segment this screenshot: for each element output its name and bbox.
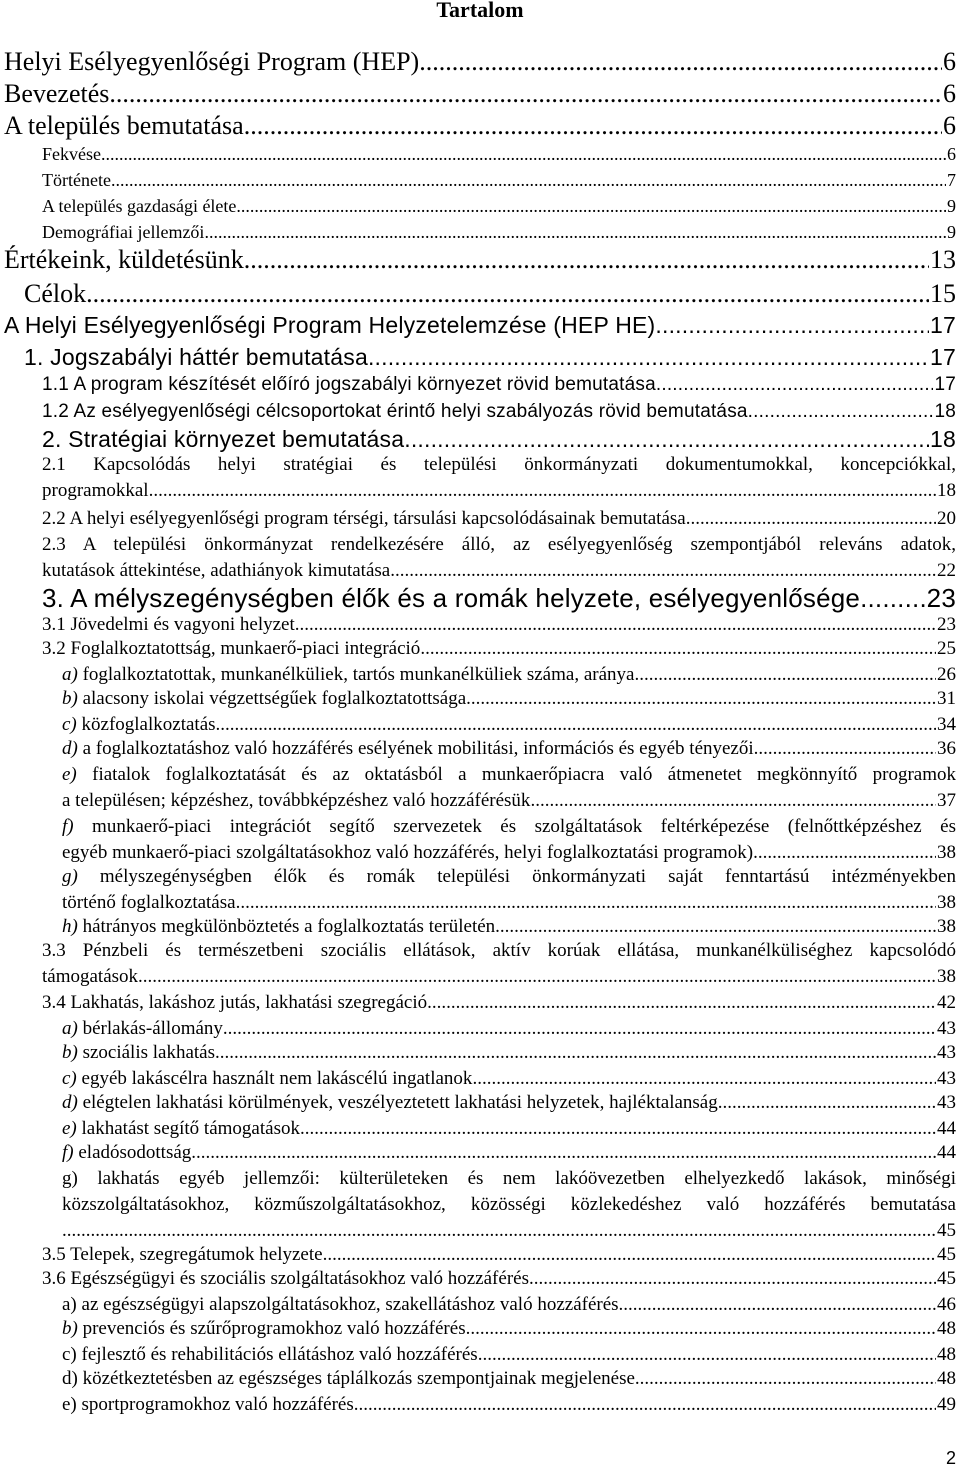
toc-entry-text-line: g) mélyszegénységben élők és romák települési önkormányzati saját fenntartású intézményekben [62,866,956,887]
toc-entry-text-line: g) lakhatás egyéb jellemzői: külterületeken és nem lakóövezetben elhelyezkedő lakások, minőségi [62,1168,956,1189]
dot-leader [149,478,936,504]
toc-entry[interactable] [62,1016,956,1042]
dot-leader [427,990,936,1016]
toc-entry-text-line: 3.3 Pénzbeli és természetbeni szociális ellátások, aktív korúak ellátása, munkanélküliséghez kapcsolódó [42,940,956,961]
toc-entry-text-line: e) fiatalok foglalkoztatását és az oktatásból a munkaerőpiacra való átmenetet megkönnyítő programok [62,764,956,785]
toc-entry-page: 45 [937,1268,956,1289]
dot-leader [860,584,926,612]
dot-leader [216,712,936,738]
toc-entry-page: 7 [947,170,956,190]
dot-leader [718,1090,936,1116]
dot-leader [686,506,936,532]
toc-entry-page: 36 [937,738,956,759]
toc-entry-letter: a) [62,1018,78,1039]
toc-entry-letter: g) [62,866,78,887]
toc-entry-text: A település gazdasági élete [42,196,237,216]
toc-entry[interactable] [42,1242,956,1268]
toc-entry-page: 22 [937,560,956,581]
toc-entry-page: 46 [937,1294,956,1315]
page-number: 2 [945,1448,956,1468]
toc-entry-page: 17 [934,374,956,395]
dot-leader [109,80,942,108]
toc-entry-text: 1.1 A program készítését előíró jogszabályi környezet rövid bemutatása [42,374,656,395]
toc-entry-page: 17 [930,344,956,370]
toc-entry-page: 20 [937,508,956,529]
dot-leader [495,914,936,940]
toc-entry-text: a) foglalkoztatottak, munkanélküliek, tartós munkanélküliek száma, aránya [62,664,635,685]
toc-entry[interactable] [42,612,956,638]
toc-entry[interactable] [42,636,956,662]
toc-entry-page: 43 [937,1068,956,1089]
toc-entry[interactable] [62,1140,956,1166]
dot-leader [619,1292,936,1318]
dot-leader [300,1116,936,1142]
toc-entry-text: Célok [24,279,87,308]
toc-entry-page: 17 [930,312,956,338]
toc-entry-letter: d) [62,738,78,759]
toc-entry[interactable] [62,864,956,916]
toc-entry-page: 13 [930,245,956,274]
toc-entry-text: 1. Jogszabályi háttér bemutatása [24,344,368,370]
dot-leader [420,636,936,662]
dot-leader [244,246,929,274]
toc-entry-page: 44 [937,1118,956,1139]
toc-entry-text: programokkal [42,480,149,501]
toc-entry[interactable] [62,1316,956,1342]
toc-entry-text: e) sportprogramokhoz való hozzáférés [62,1394,354,1415]
toc-entry-text: a településen; képzéshez, továbbképzéshez való hozzáférésük [62,790,531,811]
toc-entry-text: c) egyéb lakáscélra használt nem lakáscélú ingatlanok [62,1068,473,1089]
toc-entry-text: d) a foglalkoztatáshoz való hozzáférés esélyének mobilitási, információs és egyéb tényezői [62,738,754,759]
toc-entry-letter: h) [62,916,78,937]
toc-entry-page: 48 [937,1368,956,1389]
toc-entry[interactable] [42,990,956,1016]
page-title: Tartalom [436,0,524,22]
toc-entry-page: 6 [943,111,956,140]
dot-leader [236,890,936,916]
dot-leader [656,372,934,398]
dot-leader [62,1218,936,1244]
toc-entry[interactable] [42,1266,956,1292]
toc-entry[interactable] [62,1090,956,1116]
toc-entry-text: 3.1 Jövedelmi és vagyoni helyzet [42,614,295,635]
toc-entry-page: 43 [937,1042,956,1063]
toc-entry-text: 3.6 Egészségügyi és szociális szolgáltatásokhoz való hozzáférés [42,1268,529,1289]
toc-entry[interactable] [62,1292,956,1318]
dot-leader [529,1266,936,1292]
dot-leader [466,686,936,712]
toc-entry-page: 49 [937,1394,956,1415]
toc-entry-letter: f) [62,1142,74,1163]
toc-entry-page: 38 [937,966,956,987]
toc-entry[interactable] [62,1040,956,1066]
toc-entry[interactable] [62,1366,956,1392]
dot-leader [191,1140,936,1166]
toc-entry[interactable] [42,372,956,398]
dot-leader [635,1366,936,1392]
dot-leader [419,48,942,76]
toc-entry-text: 3. A mélyszegénységben élők és a romák helyzete, esélyegyenlősége [42,583,861,613]
toc-entry[interactable] [4,112,956,140]
toc-entry[interactable] [62,662,956,688]
dot-leader [753,840,936,866]
toc-entry[interactable] [42,222,956,242]
toc-entry[interactable] [62,762,956,814]
toc-entry[interactable] [62,1166,956,1244]
toc-entry[interactable] [42,506,956,532]
toc-entry-page: 43 [937,1092,956,1113]
toc-entry-letter: c) [62,714,77,735]
dot-leader [753,399,933,425]
toc-entry[interactable] [4,48,956,76]
toc-entry-text-line: közszolgáltatásokhoz, közműszolgáltatásokhoz, közösségi közlekedéshez való hozzáférés bemutatása [62,1194,956,1215]
toc-entry-page: 6 [947,144,956,164]
toc-entry-letter: e) [62,764,77,785]
dot-leader [323,1242,936,1268]
toc-entry[interactable] [4,312,956,338]
toc-entry[interactable] [42,532,956,584]
toc-entry[interactable] [42,938,956,990]
toc-entry-page: 18 [934,401,956,422]
toc-entry[interactable] [62,686,956,712]
toc-entry-text: Demográfiai jellemzői [42,222,205,242]
toc-entry[interactable] [62,914,956,940]
toc-entry[interactable] [42,584,956,612]
toc-entry-page: 42 [937,992,956,1013]
toc-entry[interactable] [62,1392,956,1418]
toc-entry[interactable] [62,1342,956,1368]
toc-entry-page: 34 [937,714,956,735]
dot-leader [530,788,936,814]
dot-leader [111,170,946,190]
toc-entry[interactable] [62,736,956,762]
toc-entry-letter: d) [62,1092,78,1113]
dot-leader [223,1016,936,1042]
toc-entry[interactable] [62,1066,956,1092]
dot-leader [295,612,936,638]
toc-entry-letter: b) [62,1318,78,1339]
toc-entry-page: 44 [937,1142,956,1163]
toc-entry-text: a) bérlakás-állomány [62,1018,223,1039]
dot-leader [634,662,936,688]
toc-entry[interactable] [42,196,956,216]
toc-entry-letter: c) [62,1068,77,1089]
toc-entry[interactable] [42,144,956,164]
toc-entry-text: c) fejlesztő és rehabilitációs ellátáshoz való hozzáférés [62,1344,478,1365]
toc-entry-text: a) az egészségügyi alapszolgáltatásokhoz, szakellátáshoz való hozzáférés [62,1294,619,1315]
toc-entry-page: 38 [937,916,956,937]
toc-entry-text: 3.4 Lakhatás, lakáshoz jutás, lakhatási szegregáció [42,992,428,1013]
toc-entry-page: 38 [937,892,956,913]
toc-entry-page: 31 [937,688,956,709]
toc-entry-page: 18 [937,480,956,501]
toc-entry-page: 26 [937,664,956,685]
toc-entry-letter: e) [62,1118,77,1139]
toc-entry-page: 15 [930,279,956,308]
toc-entry-text: 3.2 Foglalkoztatottság, munkaerő-piaci integráció [42,638,421,659]
dot-leader [472,1066,936,1092]
toc-entry-page: 37 [937,790,956,811]
dot-leader [101,144,946,164]
toc-entry-page: 9 [947,196,956,216]
toc-entry-page: 6 [943,47,956,76]
dot-leader [368,344,929,370]
toc-entry-text: b) prevenciós és szűrőprogramokhoz való hozzáférés [62,1318,466,1339]
toc-entry[interactable] [42,170,956,190]
dot-leader [390,558,936,584]
toc-entry-text: b) szociális lakhatás [62,1042,216,1063]
dot-leader [236,196,946,216]
dot-leader [86,280,929,308]
dot-leader [478,1342,936,1368]
dot-leader [138,964,936,990]
toc-entry[interactable] [4,246,956,274]
toc-entry-text-line: f) munkaerő-piaci integrációt segítő szervezetek és szolgáltatások feltérképezése (felnőttképzéshez és [62,816,956,837]
toc-entry-page: 23 [926,583,956,613]
toc-entry-text: Fekvése [42,144,101,164]
toc-entry-text: támogatások [42,966,139,987]
toc-entry-letter: b) [62,688,78,709]
toc-entry[interactable] [24,344,956,370]
dot-leader [466,1316,936,1342]
toc-entry[interactable] [42,399,956,425]
toc-entry-page: 23 [937,614,956,635]
dot-leader [204,222,946,242]
toc-entry-text: Története [42,170,111,190]
toc-entry-text: d) közétkeztetésben az egészséges táplálkozás szempontjainak megjelenése [62,1368,635,1389]
toc-entry-letter: a) [62,664,78,685]
toc-entry-text: 3.5 Telepek, szegregátumok helyzete [42,1244,323,1265]
dot-leader [244,112,942,140]
dot-leader [404,426,929,452]
toc-entry[interactable] [42,426,956,452]
toc-entry[interactable] [62,1116,956,1142]
toc-entry-text-line: 2.3 A települési önkormányzat rendelkezésére álló, az esélyegyenlőség szempontjából releváns adatok, [42,534,956,555]
toc-entry-page: 43 [937,1018,956,1039]
toc-entry-page: 6 [943,79,956,108]
toc-entry[interactable] [4,80,956,108]
toc-entry-text: Bevezetés [4,79,110,108]
toc-entry-page: 18 [930,426,956,452]
dot-leader [754,736,936,762]
toc-entry[interactable] [42,452,956,504]
toc-entry-page: 48 [937,1318,956,1339]
toc-entry[interactable] [62,814,956,866]
toc-entry-page: 38 [937,842,956,863]
toc-entry-text: c) közfoglalkoztatás [62,714,216,735]
toc-entry-text: 1.2 Az esélyegyenlőségi célcsoportokat érintő helyi szabályozás rövid bemutatása. [42,401,754,422]
toc-entry-text: d) elégtelen lakhatási körülmények, veszélyeztetett lakhatási helyzetek, hajléktalanság [62,1092,718,1113]
toc-entry-text: Helyi Esélyegyenlőségi Program (HEP) [4,47,420,76]
dot-leader [215,1040,936,1066]
toc-entry-page: 25 [937,638,956,659]
toc-entry-text-line: 2.1 Kapcsolódás helyi stratégiai és települési önkormányzati dokumentumokkal, koncepciókkal, [42,454,956,475]
dot-leader [354,1392,936,1418]
toc-entry-letter: f) [62,816,74,837]
toc-entry-text: e) lakhatást segítő támogatások [62,1118,300,1139]
toc-entry[interactable] [62,712,956,738]
toc-entry-text: A Helyi Esélyegyenlőségi Program Helyzetelemzése (HEP HE) [4,312,656,338]
toc-entry-page: 9 [947,222,956,242]
toc-entry-text: h) hátrányos megkülönböztetés a foglalkoztatás területén [62,916,496,937]
toc-entry-text: történő foglalkoztatása [62,892,236,913]
toc-entry-text: kutatások áttekintése, adathiányok kimutatása [42,560,391,581]
toc-entry-page: 48 [937,1344,956,1365]
toc-entry-text: A település bemutatása [4,111,244,140]
toc-entry-letter: b) [62,1042,78,1063]
toc-entry[interactable] [24,280,956,308]
toc-entry-page: 45 [937,1244,956,1265]
toc-entry-text: 2. Stratégiai környezet bemutatása [42,426,405,452]
toc-entry-text: egyéb munkaerő-piaci szolgáltatásokhoz való hozzáférés, helyi foglalkoztatási programok) [62,842,754,863]
toc-entry-text: 2.2 A helyi esélyegyenlőségi program térségi, társulási kapcsolódásainak bemutatása [42,508,686,529]
toc-entry-text: Értékeink, küldetésünk [4,245,244,274]
toc-entry-page: 45 [937,1220,956,1241]
dot-leader [655,312,929,338]
toc-entry-text: b) alacsony iskolai végzettségűek foglalkoztatottsága [62,688,467,709]
toc-entry-text: f) eladósodottság [62,1142,192,1163]
